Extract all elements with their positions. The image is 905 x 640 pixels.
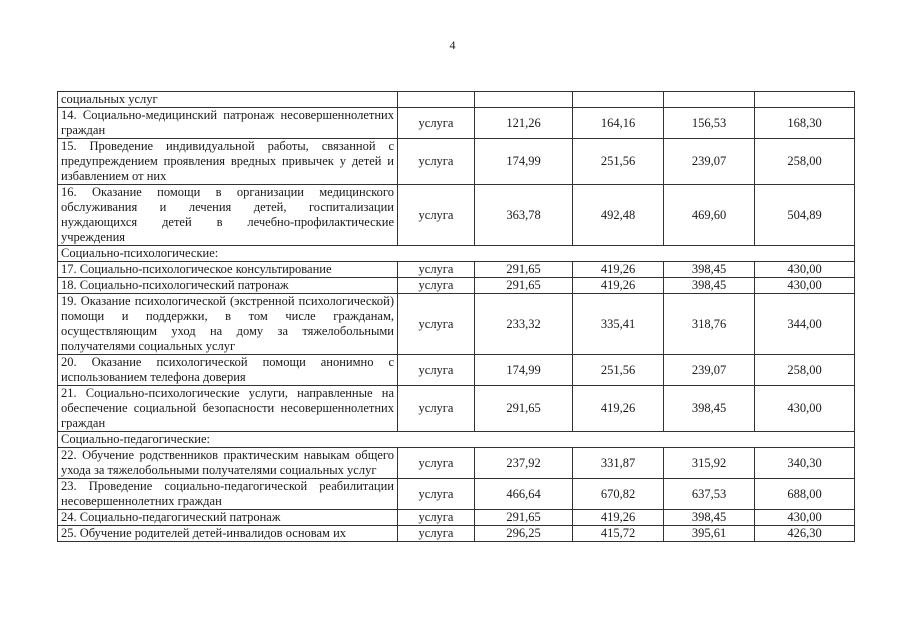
table-row <box>58 355 855 386</box>
value-cell-2: 419,26 <box>573 262 664 278</box>
service-name-cell: 18. Социально-психологический патронаж <box>58 278 398 294</box>
value-cell-2: 492,48 <box>573 185 664 246</box>
value-cell-1: 296,25 <box>475 526 573 542</box>
value-cell-4: 168,30 <box>755 108 855 139</box>
value-cell-1: 237,92 <box>475 448 573 479</box>
value-cell-3 <box>664 92 755 108</box>
service-name-cell: 24. Социально-педагогический патронаж <box>58 510 398 526</box>
table-row <box>58 185 855 246</box>
value-cell-4 <box>755 92 855 108</box>
unit-cell: услуга <box>398 479 475 510</box>
value-cell-3: 239,07 <box>664 139 755 185</box>
table-row <box>58 510 855 526</box>
section-heading: Социально-психологические: <box>58 246 855 262</box>
section-row <box>58 432 855 448</box>
unit-cell: услуга <box>398 294 475 355</box>
table-row <box>58 386 855 432</box>
value-cell-2: 164,16 <box>573 108 664 139</box>
value-cell-3: 398,45 <box>664 510 755 526</box>
unit-cell: услуга <box>398 185 475 246</box>
unit-cell: услуга <box>398 278 475 294</box>
value-cell-3: 398,45 <box>664 278 755 294</box>
unit-cell: услуга <box>398 262 475 278</box>
service-name-cell: 15. Проведение индивидуальной работы, связанной с предупреждением проявления вредных привычек у детей и избавлением от них <box>58 139 398 185</box>
service-name-cell: 22. Обучение родственников практическим навыкам общего ухода за тяжелобольными получателями социальных услуг <box>58 448 398 479</box>
value-cell-2: 419,26 <box>573 386 664 432</box>
value-cell-4: 688,00 <box>755 479 855 510</box>
unit-cell: услуга <box>398 386 475 432</box>
value-cell-2: 670,82 <box>573 479 664 510</box>
table-row <box>58 139 855 185</box>
unit-cell: услуга <box>398 526 475 542</box>
value-cell-3: 156,53 <box>664 108 755 139</box>
value-cell-4: 340,30 <box>755 448 855 479</box>
value-cell-1: 233,32 <box>475 294 573 355</box>
section-row <box>58 246 855 262</box>
value-cell-2: 331,87 <box>573 448 664 479</box>
value-cell-4: 258,00 <box>755 139 855 185</box>
value-cell-2: 335,41 <box>573 294 664 355</box>
value-cell-3: 315,92 <box>664 448 755 479</box>
value-cell-1: 291,65 <box>475 262 573 278</box>
value-cell-4: 344,00 <box>755 294 855 355</box>
value-cell-1: 291,65 <box>475 386 573 432</box>
service-name-cell: 19. Оказание психологической (экстренной психологической) помощи и поддержки, в том числе гражданам, осуществляющим уход на дому за тяжелобольными получателями социальных услуг <box>58 294 398 355</box>
value-cell-1: 291,65 <box>475 510 573 526</box>
value-cell-1: 174,99 <box>475 139 573 185</box>
value-cell-3: 469,60 <box>664 185 755 246</box>
value-cell-4: 430,00 <box>755 386 855 432</box>
value-cell-3: 398,45 <box>664 386 755 432</box>
service-name-cell: 14. Социально-медицинский патронаж несовершеннолетних граждан <box>58 108 398 139</box>
unit-cell <box>398 92 475 108</box>
unit-cell: услуга <box>398 139 475 185</box>
value-cell-4: 430,00 <box>755 510 855 526</box>
page-number: 4 <box>449 38 456 52</box>
value-cell-4: 426,30 <box>755 526 855 542</box>
service-name-cell: 20. Оказание психологической помощи анонимно с использованием телефона доверия <box>58 355 398 386</box>
unit-cell: услуга <box>398 510 475 526</box>
value-cell-1: 363,78 <box>475 185 573 246</box>
unit-cell: услуга <box>398 108 475 139</box>
value-cell-2: 251,56 <box>573 139 664 185</box>
table-row <box>58 479 855 510</box>
unit-cell: услуга <box>398 355 475 386</box>
value-cell-1: 174,99 <box>475 355 573 386</box>
table-row <box>58 108 855 139</box>
unit-cell: услуга <box>398 448 475 479</box>
table-row <box>58 262 855 278</box>
table-row <box>58 294 855 355</box>
value-cell-2: 419,26 <box>573 510 664 526</box>
value-cell-1: 466,64 <box>475 479 573 510</box>
service-name-cell: 16. Оказание помощи в организации медицинского обслуживания и лечения детей, госпитализации нуждающихся детей в лечебно-профилактические учреждения <box>58 185 398 246</box>
value-cell-3: 318,76 <box>664 294 755 355</box>
value-cell-3: 398,45 <box>664 262 755 278</box>
table-row <box>58 278 855 294</box>
service-name-cell: 17. Социально-психологическое консультирование <box>58 262 398 278</box>
table-row <box>58 92 855 108</box>
value-cell-3: 395,61 <box>664 526 755 542</box>
tariff-table <box>57 91 855 542</box>
value-cell-3: 637,53 <box>664 479 755 510</box>
value-cell-3: 239,07 <box>664 355 755 386</box>
table-row <box>58 526 855 542</box>
section-heading: Социально-педагогические: <box>58 432 855 448</box>
value-cell-4: 504,89 <box>755 185 855 246</box>
value-cell-2 <box>573 92 664 108</box>
service-name-cell: 25. Обучение родителей детей-инвалидов основам их <box>58 526 398 542</box>
value-cell-1 <box>475 92 573 108</box>
value-cell-4: 258,00 <box>755 355 855 386</box>
value-cell-4: 430,00 <box>755 262 855 278</box>
value-cell-1: 291,65 <box>475 278 573 294</box>
table-row <box>58 448 855 479</box>
value-cell-2: 419,26 <box>573 278 664 294</box>
service-name-cell: 21. Социально-психологические услуги, направленные на обеспечение социальной безопасности несовершеннолетних граждан <box>58 386 398 432</box>
service-name-cell: социальных услуг <box>58 92 398 108</box>
value-cell-1: 121,26 <box>475 108 573 139</box>
value-cell-4: 430,00 <box>755 278 855 294</box>
value-cell-2: 415,72 <box>573 526 664 542</box>
table-body <box>58 92 855 542</box>
service-name-cell: 23. Проведение социально-педагогической реабилитации несовершеннолетних граждан <box>58 479 398 510</box>
value-cell-2: 251,56 <box>573 355 664 386</box>
